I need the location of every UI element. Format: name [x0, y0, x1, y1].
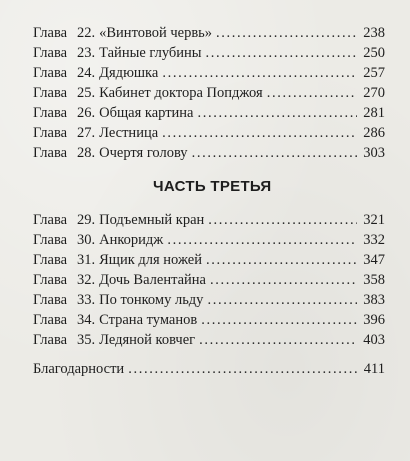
toc-row: [33, 23, 385, 43]
chapter-title: «Винтовой червь»: [99, 25, 213, 41]
page-number: 321: [363, 212, 385, 228]
page-number: 238: [363, 25, 385, 41]
page-number: 281: [363, 105, 385, 121]
toc-row: [33, 210, 385, 230]
part-title: ЧАСТЬ ТРЕТЬЯ: [153, 178, 272, 195]
page-number: 347: [363, 252, 385, 268]
chapter-title: Кабинет доктора Попджоя: [99, 85, 263, 101]
toc-row: [33, 330, 385, 350]
toc-label: Глава 27. Лестница: [33, 125, 159, 141]
chapter-title: Дядюшка: [99, 65, 159, 81]
page-number: 358: [363, 272, 385, 288]
page-number: 257: [363, 65, 385, 81]
page-number: 403: [363, 332, 385, 348]
chapter-title: Лестница: [99, 125, 159, 141]
toc-row: [33, 310, 385, 330]
toc-row: [33, 103, 385, 123]
toc-label: Глава 28. Очертя голову: [33, 145, 188, 161]
chapter-title: Анкоридж: [99, 232, 164, 248]
chapter-title: Общая картина: [99, 105, 194, 121]
dot-leader: [128, 359, 357, 379]
dot-leader: [207, 290, 357, 310]
page-number: 286: [363, 125, 385, 141]
toc-row: [33, 250, 385, 270]
chapter-title: По тонкому льду: [99, 292, 204, 308]
toc-label: Глава 30. Анкоридж: [33, 232, 164, 248]
toc-row: [33, 83, 385, 103]
dot-leader: [206, 43, 357, 63]
dot-leader: [216, 23, 357, 43]
toc-label: Глава 32. Дочь Валентайна: [33, 272, 206, 288]
dot-leader: [201, 310, 357, 330]
toc-row: [33, 290, 385, 310]
toc-row: [33, 63, 385, 83]
page-number: 270: [363, 85, 385, 101]
dot-leader: [267, 83, 357, 103]
toc-label: Глава 35. Ледяной ковчег: [33, 332, 196, 348]
chapter-title: Очертя голову: [99, 145, 188, 161]
dot-leader: [167, 230, 357, 250]
toc-label: Глава 34. Страна туманов: [33, 312, 198, 328]
toc-row: [33, 270, 385, 290]
chapter-title: Дочь Валентайна: [99, 272, 206, 288]
dot-leader: [208, 210, 357, 230]
dot-leader: [197, 103, 357, 123]
page-number: 411: [363, 361, 385, 377]
toc-row: [33, 230, 385, 250]
toc-row: [33, 123, 385, 143]
dot-leader: [199, 330, 357, 350]
page-number: 250: [363, 45, 385, 61]
chapter-title: Ледяной ковчег: [99, 332, 196, 348]
chapter-title: Подъемный кран: [99, 212, 205, 228]
page-number: 383: [363, 292, 385, 308]
toc-row: [33, 43, 385, 63]
chapter-title: Тайные глубины: [99, 45, 202, 61]
acknowledgements-title: Благодарности: [33, 361, 125, 377]
chapter-title: Ящик для ножей: [99, 252, 202, 268]
dot-leader: [210, 270, 357, 290]
toc-label: Глава 23. Тайные глубины: [33, 45, 202, 61]
toc-label: Глава 25. Кабинет доктора Попджоя: [33, 85, 263, 101]
toc-label: Глава 29. Подъемный кран: [33, 212, 205, 228]
dot-leader: [162, 63, 357, 83]
page-number: 332: [363, 232, 385, 248]
toc-label: Глава 26. Общая картина: [33, 105, 194, 121]
chapter-title: Страна туманов: [99, 312, 198, 328]
page-number: 303: [363, 145, 385, 161]
toc-label: Глава 33. По тонкому льду: [33, 292, 204, 308]
page-number: 396: [363, 312, 385, 328]
dot-leader: [192, 143, 357, 163]
toc-label: Глава 22. «Винтовой червь»: [33, 25, 213, 41]
dot-leader: [206, 250, 357, 270]
toc-label: Глава 31. Ящик для ножей: [33, 252, 202, 268]
toc-row: [33, 143, 385, 163]
toc-row-acknowledgements: [33, 359, 385, 379]
toc-label: Глава 24. Дядюшка: [33, 65, 159, 81]
dot-leader: [162, 123, 357, 143]
